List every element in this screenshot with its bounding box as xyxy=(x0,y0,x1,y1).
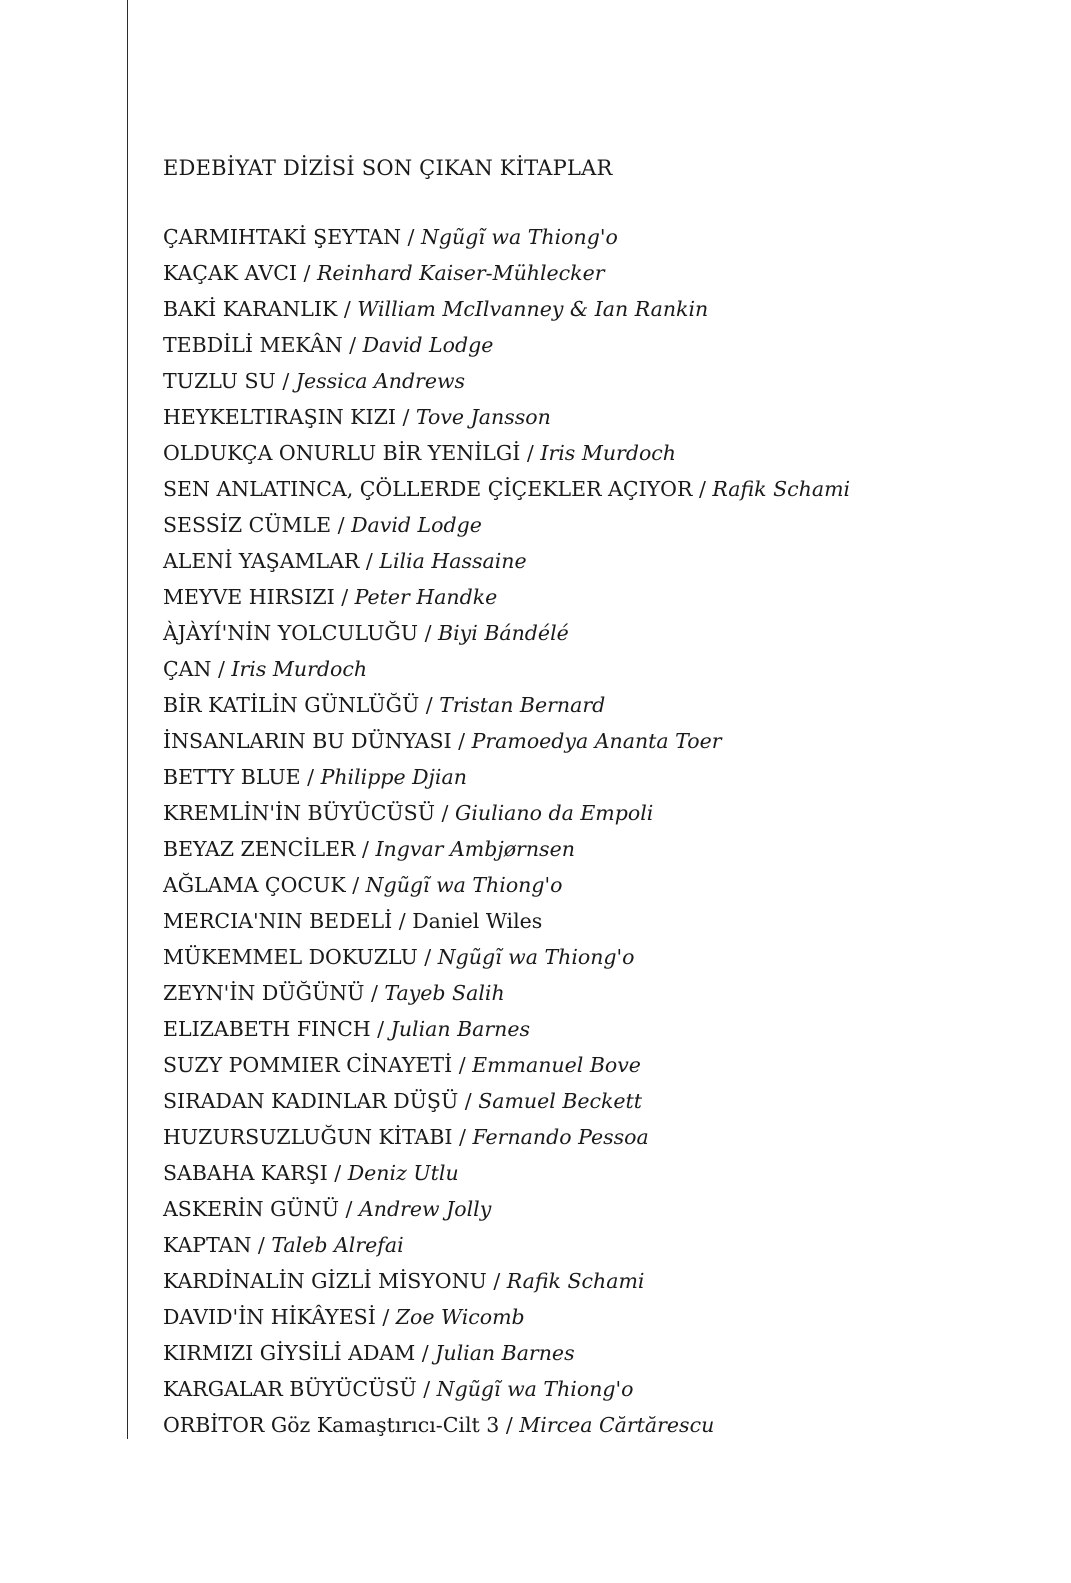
book-author: Ngũgĩ wa Thiong'o xyxy=(420,225,618,249)
book-author: Tove Jansson xyxy=(415,405,551,429)
book-author: Ngũgĩ wa Thiong'o xyxy=(437,945,635,969)
book-title: SABAHA KARŞI xyxy=(163,1161,328,1185)
book-author: Emmanuel Bove xyxy=(472,1053,641,1077)
book-title: KAPTAN xyxy=(163,1233,252,1257)
book-title: İNSANLARIN BU DÜNYASI xyxy=(163,729,452,753)
book-entry xyxy=(163,543,850,579)
book-entry xyxy=(163,1119,850,1155)
book-title: ZEYN'İN DÜĞÜNÜ xyxy=(163,981,365,1005)
book-title: SEN ANLATINCA, ÇÖLLERDE ÇİÇEKLER AÇIYOR xyxy=(163,477,693,501)
book-title: ORBİTOR Göz Kamaştırıcı-Cilt 3 xyxy=(163,1413,500,1437)
title-author-separator: / xyxy=(334,585,355,609)
book-author: Andrew Jolly xyxy=(358,1197,492,1221)
book-entry xyxy=(163,1155,850,1191)
title-author-separator: / xyxy=(375,1305,396,1329)
book-entry xyxy=(163,291,850,327)
book-author: Deniz Utlu xyxy=(347,1161,459,1185)
title-author-separator: / xyxy=(300,765,321,789)
book-title: BİR KATİLİN GÜNLÜĞÜ xyxy=(163,693,420,717)
title-author-separator: / xyxy=(251,1233,272,1257)
book-title: MÜKEMMEL DOKUZLU xyxy=(163,945,418,969)
title-author-separator: / xyxy=(364,981,385,1005)
title-author-separator: / xyxy=(337,297,358,321)
book-author: Taleb Alrefai xyxy=(271,1233,404,1257)
book-title: TEBDİLİ MEKÂN xyxy=(163,333,343,357)
book-author: Rafik Schami xyxy=(712,477,851,501)
book-entry xyxy=(163,1191,850,1227)
book-title: ÇAN xyxy=(163,657,212,681)
title-author-separator: / xyxy=(355,837,376,861)
book-title: BAKİ KARANLIK xyxy=(163,297,338,321)
book-author: Daniel Wiles xyxy=(412,909,543,933)
book-author: Peter Handke xyxy=(354,585,498,609)
book-title: MEYVE HIRSIZI xyxy=(163,585,335,609)
book-author: Ngũgĩ wa Thiong'o xyxy=(365,873,563,897)
title-author-separator: / xyxy=(499,1413,520,1437)
book-title: BEYAZ ZENCİLER xyxy=(163,837,356,861)
book-title: ÀJÀYÍ'NİN YOLCULUĞU xyxy=(163,621,419,645)
title-author-separator: / xyxy=(418,621,439,645)
title-author-separator: / xyxy=(416,1377,437,1401)
book-entry xyxy=(163,219,850,255)
book-entry xyxy=(163,507,850,543)
book-title: ALENİ YAŞAMLAR xyxy=(163,549,360,573)
book-entry xyxy=(163,1299,850,1335)
book-title: ELIZABETH FINCH xyxy=(163,1017,371,1041)
book-author: Biyi Bándélé xyxy=(438,621,569,645)
book-entry xyxy=(163,795,850,831)
book-title: BETTY BLUE xyxy=(163,765,301,789)
book-author: Julian Barnes xyxy=(435,1341,575,1365)
book-entry xyxy=(163,615,850,651)
book-entry xyxy=(163,723,850,759)
book-entry xyxy=(163,399,850,435)
book-title: KAÇAK AVCI xyxy=(163,261,297,285)
title-author-separator: / xyxy=(370,1017,391,1041)
book-author: David Lodge xyxy=(362,333,494,357)
book-author: Giuliano da Empoli xyxy=(454,801,654,825)
title-author-separator: / xyxy=(458,1089,479,1113)
book-title: ÇARMIHTAKİ ŞEYTAN xyxy=(163,225,402,249)
book-title: SIRADAN KADINLAR DÜŞÜ xyxy=(163,1089,459,1113)
book-author: Ngũgĩ wa Thiong'o xyxy=(436,1377,634,1401)
book-entry xyxy=(163,1263,850,1299)
book-author: Ingvar Ambjørnsen xyxy=(375,837,575,861)
book-title: SUZY POMMIER CİNAYETİ xyxy=(163,1053,453,1077)
book-list xyxy=(163,219,850,1443)
title-author-separator: / xyxy=(211,657,232,681)
book-entry xyxy=(163,831,850,867)
title-author-separator: / xyxy=(452,1053,473,1077)
book-author: Iris Murdoch xyxy=(231,657,368,681)
title-author-separator: / xyxy=(419,693,440,717)
book-entry xyxy=(163,1335,850,1371)
book-entry xyxy=(163,579,850,615)
book-entry xyxy=(163,1227,850,1263)
title-author-separator: / xyxy=(338,1197,359,1221)
book-title: OLDUKÇA ONURLU BİR YENİLGİ xyxy=(163,441,521,465)
title-author-separator: / xyxy=(417,945,438,969)
book-author: Lilia Hassaine xyxy=(379,549,527,573)
title-author-separator: / xyxy=(331,513,352,537)
book-entry xyxy=(163,687,850,723)
book-entry xyxy=(163,1083,850,1119)
book-entry xyxy=(163,1371,850,1407)
book-entry xyxy=(163,471,850,507)
book-title: AĞLAMA ÇOCUK xyxy=(163,873,346,897)
title-author-separator: / xyxy=(415,1341,436,1365)
book-author: Mircea Cărtărescu xyxy=(519,1413,715,1437)
book-author: Rafik Schami xyxy=(506,1269,645,1293)
book-entry xyxy=(163,435,850,471)
book-entry xyxy=(163,903,850,939)
book-title: SESSİZ CÜMLE xyxy=(163,513,332,537)
book-author: Iris Murdoch xyxy=(540,441,676,465)
title-author-separator: / xyxy=(520,441,541,465)
page-heading: EDEBİYAT DİZİSİ SON ÇIKAN KİTAPLAR xyxy=(163,156,613,180)
book-title: HEYKELTIRAŞIN KIZI xyxy=(163,405,396,429)
title-author-separator: / xyxy=(342,333,363,357)
book-author: Tristan Bernard xyxy=(439,693,606,717)
book-entry xyxy=(163,255,850,291)
book-entry xyxy=(163,1011,850,1047)
book-title: MERCIA'NIN BEDELİ xyxy=(163,909,393,933)
book-author: Julian Barnes xyxy=(390,1017,531,1041)
title-author-separator: / xyxy=(345,873,366,897)
book-author: Tayeb Salih xyxy=(384,981,505,1005)
title-author-separator: / xyxy=(451,729,472,753)
title-author-separator: / xyxy=(327,1161,348,1185)
book-author: David Lodge xyxy=(351,513,482,537)
title-author-separator: / xyxy=(359,549,380,573)
book-entry xyxy=(163,867,850,903)
margin-rule xyxy=(127,0,128,1439)
book-title: HUZURSUZLUĞUN KİTABI xyxy=(163,1125,453,1149)
book-entry xyxy=(163,759,850,795)
book-title: KREMLİN'İN BÜYÜCÜSÜ xyxy=(163,801,435,825)
title-author-separator: / xyxy=(692,477,713,501)
book-title: KIRMIZI GİYSİLİ ADAM xyxy=(163,1341,416,1365)
book-author: Fernando Pessoa xyxy=(472,1125,649,1149)
book-title: ASKERİN GÜNÜ xyxy=(163,1197,339,1221)
title-author-separator: / xyxy=(434,801,455,825)
book-entry xyxy=(163,327,850,363)
title-author-separator: / xyxy=(395,405,416,429)
book-title: DAVID'İN HİKÂYESİ xyxy=(163,1305,376,1329)
title-author-separator: / xyxy=(486,1269,507,1293)
book-entry xyxy=(163,975,850,1011)
book-author: Zoe Wicomb xyxy=(395,1305,525,1329)
book-author: William McIlvanney & Ian Rankin xyxy=(357,297,709,321)
book-title: TUZLU SU xyxy=(163,369,276,393)
book-author: Samuel Beckett xyxy=(478,1089,643,1113)
title-author-separator: / xyxy=(296,261,317,285)
book-author: Reinhard Kaiser-Mühlecker xyxy=(316,261,605,285)
book-entry xyxy=(163,1047,850,1083)
book-entry xyxy=(163,939,850,975)
title-author-separator: / xyxy=(401,225,421,249)
title-author-separator: / xyxy=(275,369,296,393)
book-author: Philippe Djian xyxy=(320,765,467,789)
book-entry xyxy=(163,1407,850,1443)
title-author-separator: / xyxy=(392,909,413,933)
book-title: KARDİNALİN GİZLİ MİSYONU xyxy=(163,1269,487,1293)
title-author-separator: / xyxy=(452,1125,473,1149)
book-entry xyxy=(163,363,850,399)
book-title: KARGALAR BÜYÜCÜSÜ xyxy=(163,1377,417,1401)
book-author: Jessica Andrews xyxy=(295,369,466,393)
book-entry xyxy=(163,651,850,687)
book-author: Pramoedya Ananta Toer xyxy=(471,729,722,753)
